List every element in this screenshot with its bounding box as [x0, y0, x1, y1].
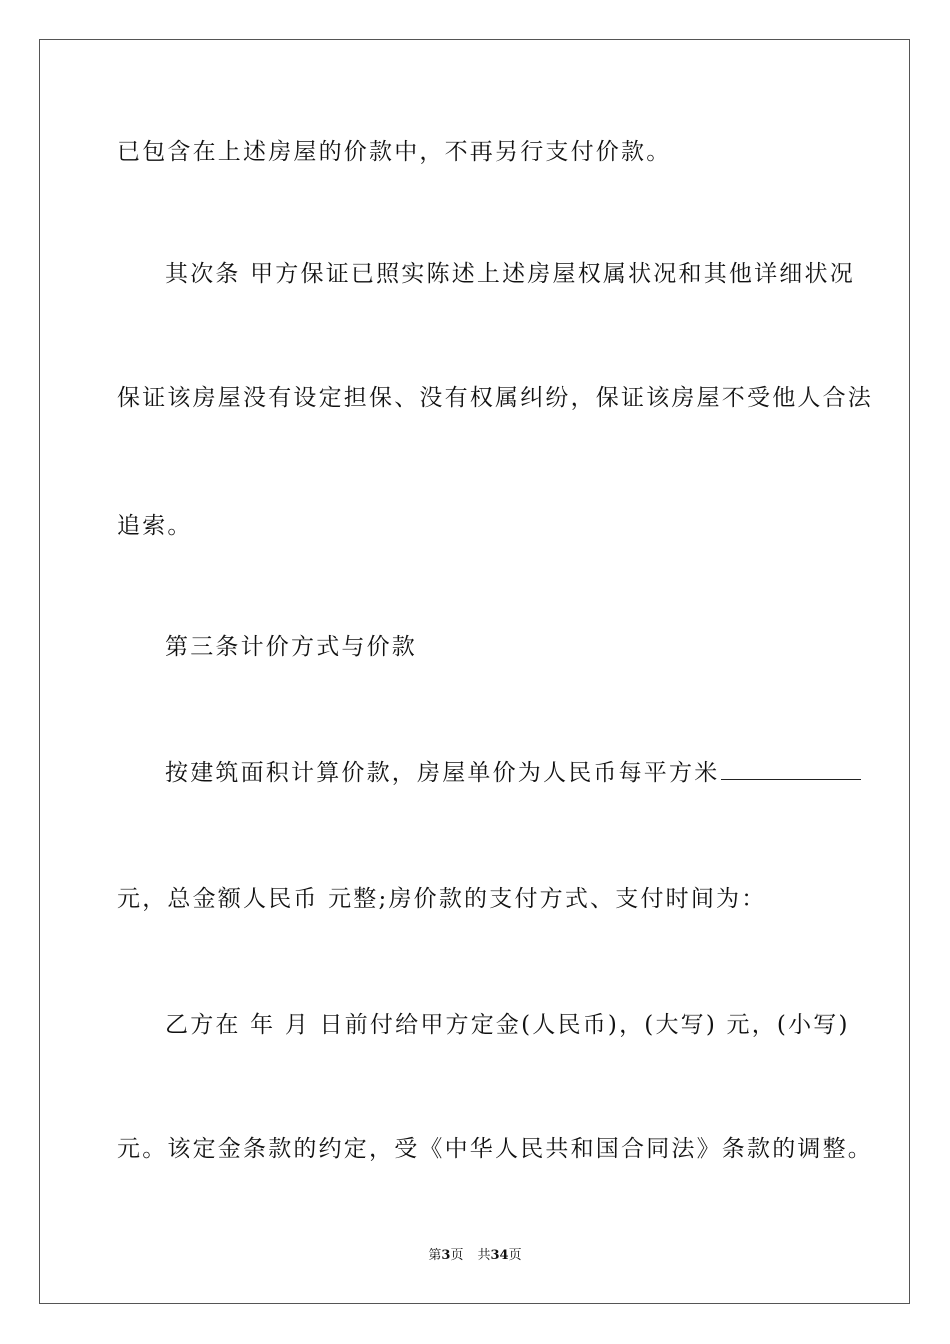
text-line-3: 保证该房屋没有设定担保、没有权属纠纷，保证该房屋不受他人合法 — [117, 385, 873, 411]
text-line-8: 乙方在 年 月 日前付给甲方定金(人民币)，(大写) 元，(小写) — [165, 1012, 850, 1038]
text-line-2: 其次条 甲方保证已照实陈述上述房屋权属状况和其他详细状况 — [165, 261, 855, 287]
total-suffix: 页 — [508, 1248, 522, 1263]
text-line-1: 已包含在上述房屋的价款中，不再另行支付价款。 — [117, 139, 672, 165]
text-line-4: 追索。 — [117, 513, 193, 539]
text-line-6 — [165, 758, 861, 788]
text-line-6-content: 按建筑面积计算价款，房屋单价为人民币每平方米 — [165, 760, 720, 786]
fill-in-blank — [721, 759, 861, 780]
total-prefix: 共 — [477, 1248, 491, 1263]
page-suffix: 页 — [450, 1248, 464, 1263]
page-number: 3 — [441, 1248, 451, 1263]
total-pages: 34 — [490, 1248, 509, 1263]
text-line-7: 元，总金额人民币 元整;房价款的支付方式、支付时间为： — [117, 886, 767, 912]
text-line-9: 元。该定金条款的约定，受《中华人民共和国合同法》条款的调整。 — [117, 1136, 873, 1162]
page-footer — [0, 1247, 950, 1265]
page-prefix: 第 — [428, 1248, 442, 1263]
section-heading: 第三条计价方式与价款 — [165, 634, 417, 660]
page-frame — [39, 39, 910, 1304]
